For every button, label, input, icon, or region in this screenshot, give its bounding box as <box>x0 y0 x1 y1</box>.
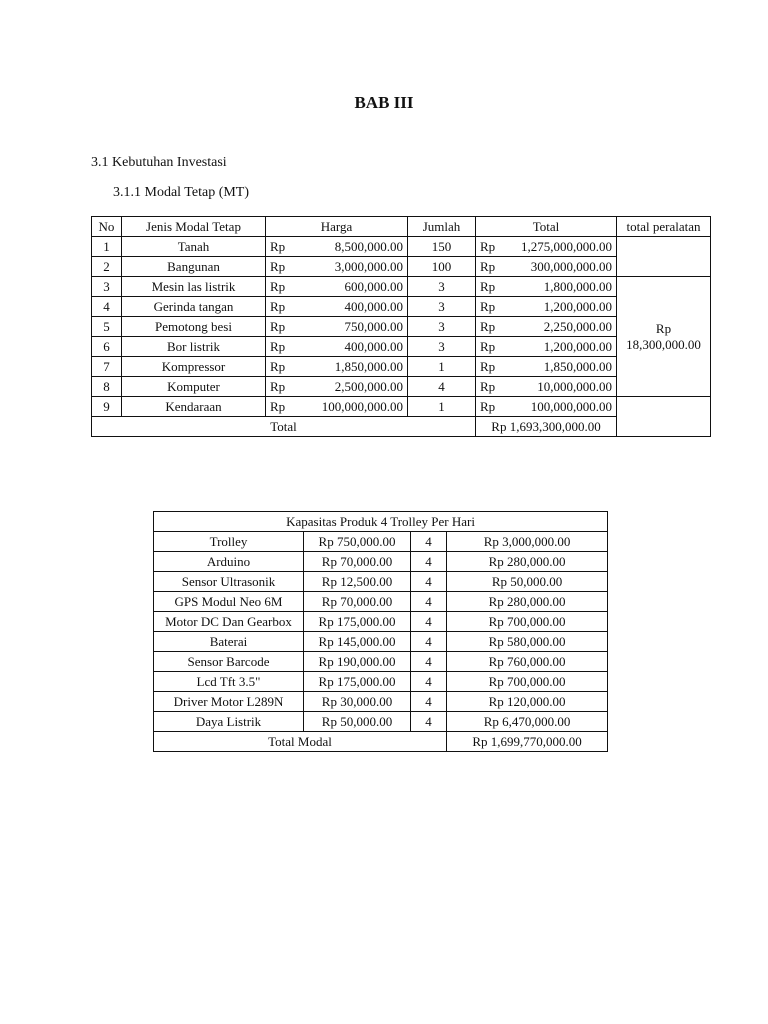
item-total: Rp 760,000.00 <box>447 652 608 672</box>
item-name: GPS Modul Neo 6M <box>154 592 304 612</box>
item-harga: Rp 175,000.00 <box>304 672 411 692</box>
row-no: 6 <box>92 337 122 357</box>
item-harga: Rp 50,000.00 <box>304 712 411 732</box>
row-jumlah: 1 <box>408 397 476 417</box>
row-jenis: Gerinda tangan <box>122 297 266 317</box>
item-name: Sensor Ultrasonik <box>154 572 304 592</box>
total-peralatan-value: 18,300,000.00 <box>626 336 701 352</box>
item-harga: Rp 145,000.00 <box>304 632 411 652</box>
row-harga-currency: Rp <box>266 277 298 297</box>
row-jumlah: 3 <box>408 297 476 317</box>
modal-tetap-body <box>92 217 711 437</box>
row-harga-currency: Rp <box>266 297 298 317</box>
row-jenis: Pemotong besi <box>122 317 266 337</box>
total-peralatan-blank-top <box>617 237 711 277</box>
row-jenis: Kompressor <box>122 357 266 377</box>
item-name: Baterai <box>154 632 304 652</box>
table-row <box>154 552 608 572</box>
item-name: Daya Listrik <box>154 712 304 732</box>
header-jenis: Jenis Modal Tetap <box>122 217 266 237</box>
item-total: Rp 700,000.00 <box>447 612 608 632</box>
total-modal-label: Total Modal <box>154 732 447 752</box>
modal-tetap-table <box>91 216 711 437</box>
row-total-currency: Rp <box>476 297 510 317</box>
item-name: Arduino <box>154 552 304 572</box>
row-total: 1,850,000.00 <box>510 357 617 377</box>
row-no: 8 <box>92 377 122 397</box>
row-jumlah: 100 <box>408 257 476 277</box>
row-total: 1,200,000.00 <box>510 297 617 317</box>
item-qty: 4 <box>411 612 447 632</box>
item-name: Lcd Tft 3.5" <box>154 672 304 692</box>
item-harga: Rp 750,000.00 <box>304 532 411 552</box>
row-no: 2 <box>92 257 122 277</box>
chapter-title: BAB III <box>354 93 414 112</box>
row-harga-currency: Rp <box>266 237 298 257</box>
item-total: Rp 120,000.00 <box>447 692 608 712</box>
row-harga: 8,500,000.00 <box>298 237 408 257</box>
row-jumlah: 3 <box>408 277 476 297</box>
item-harga: Rp 70,000.00 <box>304 552 411 572</box>
item-total: Rp 280,000.00 <box>447 552 608 572</box>
item-name: Motor DC Dan Gearbox <box>154 612 304 632</box>
total-peralatan-currency: Rp <box>655 320 672 336</box>
row-harga-currency: Rp <box>266 317 298 337</box>
item-harga: Rp 175,000.00 <box>304 612 411 632</box>
table-row <box>154 532 608 552</box>
table-row <box>154 572 608 592</box>
row-total: 1,200,000.00 <box>510 337 617 357</box>
item-qty: 4 <box>411 632 447 652</box>
row-harga: 600,000.00 <box>298 277 408 297</box>
row-harga-currency: Rp <box>266 337 298 357</box>
item-total: Rp 580,000.00 <box>447 632 608 652</box>
row-no: 4 <box>92 297 122 317</box>
row-total: 100,000,000.00 <box>510 397 617 417</box>
row-harga: 2,500,000.00 <box>298 377 408 397</box>
row-harga-currency: Rp <box>266 397 298 417</box>
row-jumlah: 3 <box>408 337 476 357</box>
row-harga: 3,000,000.00 <box>298 257 408 277</box>
kapasitas-body <box>154 512 608 752</box>
table-row <box>92 397 711 417</box>
row-total-currency: Rp <box>476 317 510 337</box>
kapasitas-caption: Kapasitas Produk 4 Trolley Per Hari <box>154 512 608 532</box>
table-row <box>154 592 608 612</box>
total-value: Rp 1,693,300,000.00 <box>476 417 617 437</box>
table-header-row <box>92 217 711 237</box>
row-no: 7 <box>92 357 122 377</box>
header-total-peralatan: total peralatan <box>617 217 711 237</box>
row-harga: 1,850,000.00 <box>298 357 408 377</box>
total-peralatan-cell <box>617 277 711 397</box>
item-name: Sensor Barcode <box>154 652 304 672</box>
table-row <box>154 652 608 672</box>
row-no: 5 <box>92 317 122 337</box>
item-harga: Rp 30,000.00 <box>304 692 411 712</box>
item-total: Rp 280,000.00 <box>447 592 608 612</box>
row-no: 1 <box>92 237 122 257</box>
item-qty: 4 <box>411 552 447 572</box>
total-peralatan-blank-bottom <box>617 397 711 437</box>
item-harga: Rp 70,000.00 <box>304 592 411 612</box>
row-jumlah: 150 <box>408 237 476 257</box>
item-name: Driver Motor L289N <box>154 692 304 712</box>
table-row <box>154 612 608 632</box>
row-jenis: Bangunan <box>122 257 266 277</box>
table-row <box>154 632 608 652</box>
row-harga-currency: Rp <box>266 357 298 377</box>
item-qty: 4 <box>411 692 447 712</box>
header-no: No <box>92 217 122 237</box>
header-jumlah: Jumlah <box>408 217 476 237</box>
row-jenis: Mesin las listrik <box>122 277 266 297</box>
row-total-currency: Rp <box>476 377 510 397</box>
row-total-currency: Rp <box>476 397 510 417</box>
total-modal-row <box>154 732 608 752</box>
subsection-title: 3.1.1 Modal Tetap (MT) <box>113 185 250 200</box>
row-harga-currency: Rp <box>266 377 298 397</box>
item-qty: 4 <box>411 652 447 672</box>
item-total: Rp 700,000.00 <box>447 672 608 692</box>
item-harga: Rp 190,000.00 <box>304 652 411 672</box>
row-jenis: Komputer <box>122 377 266 397</box>
item-total: Rp 3,000,000.00 <box>447 532 608 552</box>
header-total: Total <box>476 217 617 237</box>
row-total: 300,000,000.00 <box>510 257 617 277</box>
item-qty: 4 <box>411 672 447 692</box>
row-total-currency: Rp <box>476 277 510 297</box>
row-harga: 750,000.00 <box>298 317 408 337</box>
row-total: 2,250,000.00 <box>510 317 617 337</box>
total-label: Total <box>92 417 476 437</box>
row-jenis: Bor listrik <box>122 337 266 357</box>
item-qty: 4 <box>411 532 447 552</box>
row-total-currency: Rp <box>476 357 510 377</box>
item-harga: Rp 12,500.00 <box>304 572 411 592</box>
row-total-currency: Rp <box>476 237 510 257</box>
row-total-currency: Rp <box>476 257 510 277</box>
row-jumlah: 3 <box>408 317 476 337</box>
row-jenis: Tanah <box>122 237 266 257</box>
row-no: 3 <box>92 277 122 297</box>
row-harga: 400,000.00 <box>298 337 408 357</box>
item-qty: 4 <box>411 592 447 612</box>
table-row <box>154 672 608 692</box>
row-harga: 100,000,000.00 <box>298 397 408 417</box>
row-jumlah: 4 <box>408 377 476 397</box>
row-total: 1,800,000.00 <box>510 277 617 297</box>
table-row <box>154 712 608 732</box>
table-row <box>92 277 711 297</box>
item-qty: 4 <box>411 712 447 732</box>
row-jenis: Kendaraan <box>122 397 266 417</box>
item-total: Rp 50,000.00 <box>447 572 608 592</box>
kapasitas-caption-row <box>154 512 608 532</box>
row-harga: 400,000.00 <box>298 297 408 317</box>
item-name: Trolley <box>154 532 304 552</box>
row-total: 10,000,000.00 <box>510 377 617 397</box>
item-total: Rp 6,470,000.00 <box>447 712 608 732</box>
section-title: 3.1 Kebutuhan Investasi <box>91 155 227 170</box>
item-qty: 4 <box>411 572 447 592</box>
header-harga: Harga <box>266 217 408 237</box>
row-total: 1,275,000,000.00 <box>510 237 617 257</box>
row-harga-currency: Rp <box>266 257 298 277</box>
row-total-currency: Rp <box>476 337 510 357</box>
total-modal-value: Rp 1,699,770,000.00 <box>447 732 608 752</box>
row-no: 9 <box>92 397 122 417</box>
table-row <box>92 237 711 257</box>
row-jumlah: 1 <box>408 357 476 377</box>
kapasitas-table <box>153 511 608 752</box>
table-row <box>154 692 608 712</box>
